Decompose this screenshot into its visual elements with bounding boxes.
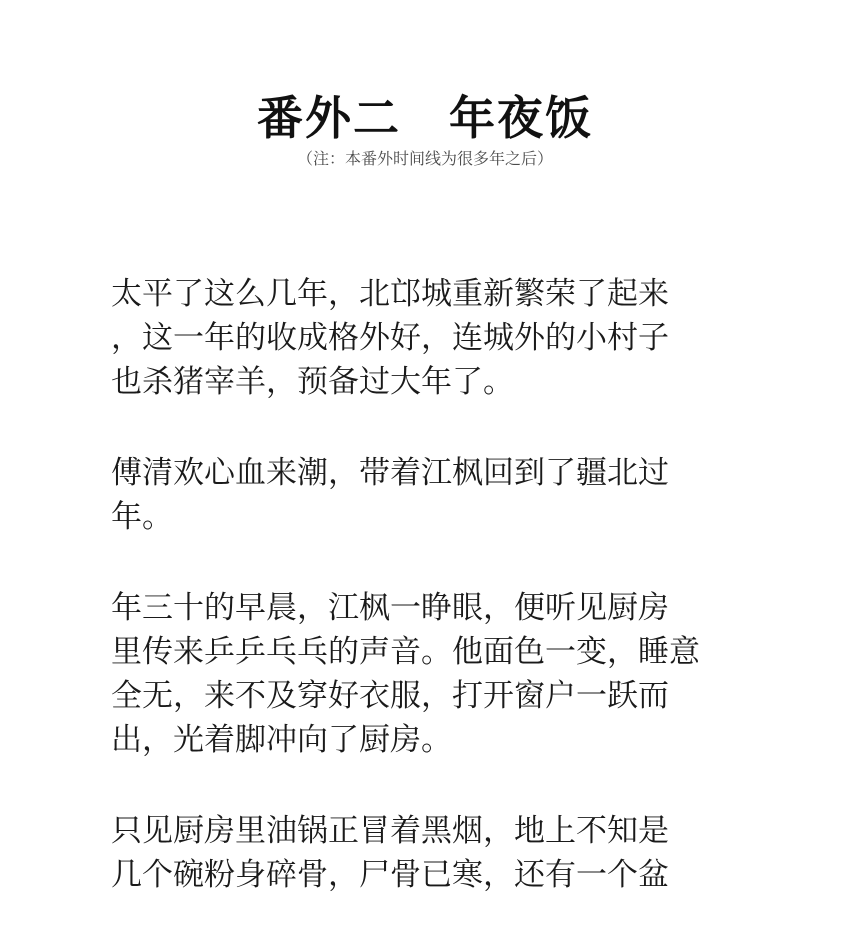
paragraph bbox=[111, 809, 771, 897]
text-line: 傅清欢心血来潮，带着江枫回到了疆北过 bbox=[111, 455, 669, 491]
text-line: 太平了这么几年，北邙城重新繁荣了起来 bbox=[111, 276, 669, 312]
paragraph bbox=[111, 586, 771, 762]
text-line: 全无，来不及穿好衣服，打开窗户一跃而 bbox=[111, 678, 669, 714]
text-line: 几个碗粉身碎骨，尸骨已寒，还有一个盆 bbox=[111, 857, 669, 893]
paragraph bbox=[111, 272, 771, 404]
text-line: 只见厨房里油锅正冒着黑烟，地上不知是 bbox=[111, 813, 669, 849]
chapter-note: （注：本番外时间线为很多年之后） bbox=[296, 149, 553, 168]
chapter-header bbox=[0, 88, 850, 170]
story-body bbox=[111, 272, 771, 944]
chapter-title: 番外二 年夜饭 bbox=[257, 91, 593, 145]
text-line: ，这一年的收成格外好，连城外的小村子 bbox=[111, 320, 669, 356]
text-line: 出，光着脚冲向了厨房。 bbox=[111, 722, 452, 758]
text-line: 也杀猪宰羊，预备过大年了。 bbox=[111, 364, 514, 400]
text-line: 年三十的早晨，江枫一睁眼，便听见厨房 bbox=[111, 590, 669, 626]
text-line: 年。 bbox=[111, 499, 173, 535]
text-line: 里传来乒乒乓乓的声音。他面色一变，睡意 bbox=[111, 634, 700, 670]
paragraph bbox=[111, 451, 771, 539]
